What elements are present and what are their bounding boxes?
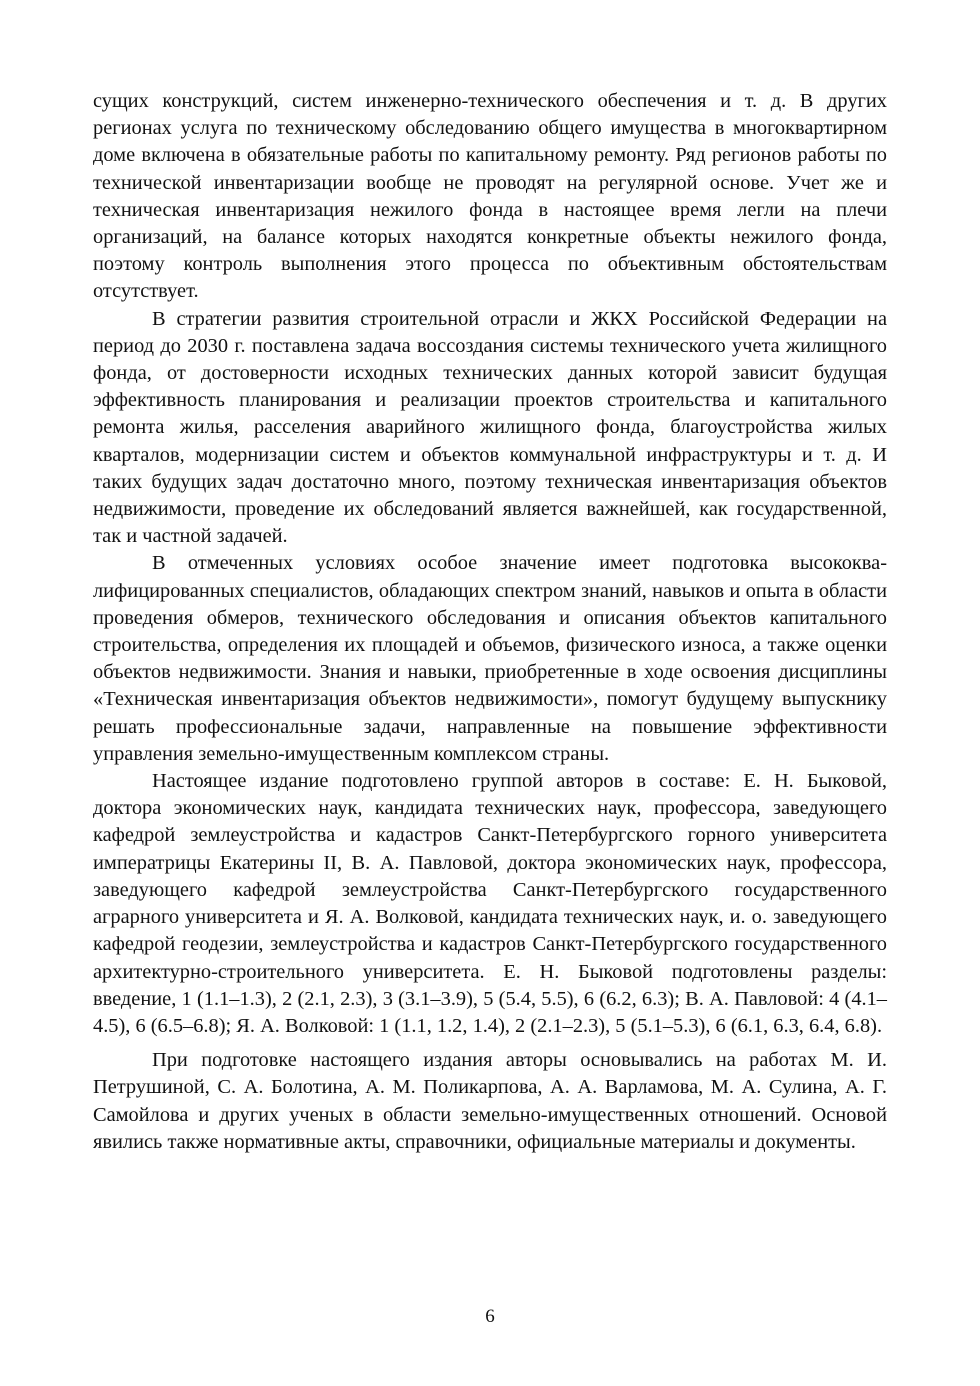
paragraph-authors: Настоящее издание подготовлено группой авторов в составе: Е. Н. Быковой, доктора экономических наук, кандидата технических наук, профессора, заведующего кафедрой землеустройства и кадастров Санкт-Петербургского горного университета императрицы Екатерины II, В. А. Павловой, доктора экономических наук, профессора, заведующего кафедрой землеустройства Санкт-Петербургского государственного аграрного университета и Я. А. Волковой, кандидата технических наук, и. о. заведующего кафедрой геодезии, землеустройства и кадастров Санкт-Петербургского государственного архитектурно-строительного университета. Е. Н. Быковой подготовлены разделы: введение, 1 (1.1–1.3), 2 (2.1, 2.3), 3 (3.1–3.9), 5 (5.4, 5.5), 6 (6.2, 6.3); В. А. Павловой: 4 (4.1–4.5), 6 (6.5–6.8); Я. А. Волковой: 1 (1.1, 1.2, 1.4), 2 (2.1–2.3), 5 (5.1–5.3), 6 (6.1, 6.3, 6.4, 6.8). [93, 770, 887, 1037]
paragraph-specialists: В отмеченных условиях особое значение имеет подготовка высококвалифицированных специалистов, обладающих спектром знаний, навыков и опыта в области проведения обмеров, технического обследования и описания объектов капитального строительства, определения их площадей и объемов, физического износа, а также оценки объектов недвижимости. Знания и навыки, приобретенные в ходе освоения дисциплины «Техническая инвентаризация объектов недвижимости», помогут будущему выпускнику решать профессиональные задачи, направленные на повышение эффективности управления земельно-имущественным комплексом страны. [93, 552, 887, 765]
page-body [93, 88, 887, 1156]
paragraph-strategy: В стратегии развития строительной отрасли и ЖКХ Российской Федерации на период до 2030 г. поставлена задача воссоздания системы технического учета жилищного фонда, от достоверности исходных технических данных которой зависит будущая эффективность планирования и реализации проектов строительства и капитального ремонта жилья, расселения аварийного жилищного фонда, благоустройства жилых кварталов, модернизации систем и объектов коммунальной инфраструктуры и т. д. И таких будущих задач достаточно много, поэтому техническая инвентаризация объектов недвижимости, проведение их обследований является важнейшей, как государственной, так и частной задачей. [93, 307, 887, 548]
page-number: 6 [485, 1306, 495, 1327]
paragraph-sources: При подготовке настоящего издания авторы основывались на работах М. И. Петрушиной, С. А. Болотина, А. М. Поликарпова, А. А. Варламова, М. А. Сулина, А. Г. Самойлова и других ученых в области земельно-имущественных отношений. Основой явились также нормативные акты, справочники, официальные материалы и документы. [93, 1049, 887, 1153]
paragraph-continuation: сущих конструкций, систем инженерно-технического обеспечения и т. д. В других регионах услуга по техническому обследованию общего имущества в многоквартирном доме включена в обязательные работы по капитальному ремонту. Ряд регионов работы по технической инвентаризации вообще не проводят на регулярной основе. Учет же и техническая инвентаризация нежилого фонда в настоящее время легли на плечи организаций, на балансе которых находятся конкретные объекты нежилого фонда, поэтому контроль выполнения этого процесса по объективным обстоятельствам отсутствует. [93, 90, 887, 303]
